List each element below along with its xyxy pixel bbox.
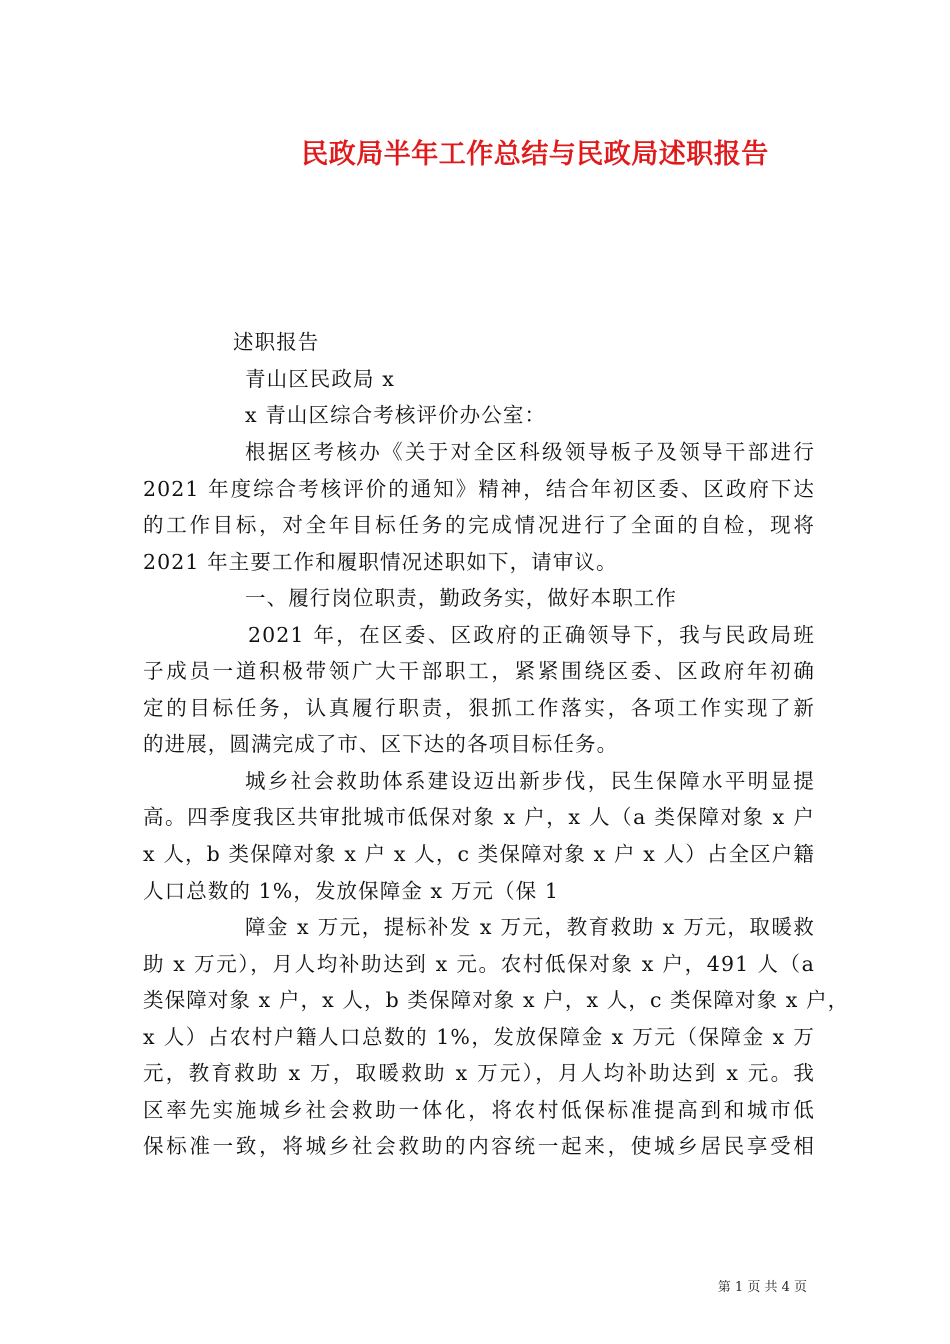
body-line: x 青山区综合考核评价办公室： <box>245 403 547 427</box>
body-line: 保标准一致，将城乡社会救助的内容统一起来，使城乡居民享受相 <box>143 1134 815 1158</box>
body-line: 城乡社会救助体系建设迈出新步伐，民生保障水平明显提 <box>245 769 815 793</box>
body-line: 障金 x 万元，提标补发 x 万元，教育救助 x 万元，取暖救 <box>245 915 815 939</box>
body-line: x 人，b 类保障对象 x 户 x 人，c 类保障对象 x 户 x 人）占全区户籍 <box>143 842 815 866</box>
body-line: 子成员一道积极带领广大干部职工，紧紧围绕区委、区政府年初确 <box>143 659 815 683</box>
body-line: 定的目标任务，认真履行职责，狠抓工作落实，各项工作实现了新 <box>143 696 815 720</box>
body-line: 2021 年主要工作和履职情况述职如下，请审议。 <box>143 550 618 574</box>
document-title: 民政局半年工作总结与民政局述职报告 <box>301 139 769 170</box>
body-line: 的工作目标，对全年目标任务的完成情况进行了全面的自检，现将 <box>143 513 815 537</box>
body-line: 根据区考核办《关于对全区科级领导板子及领导干部进行 <box>245 440 815 464</box>
body-line: 高。四季度我区共审批城市低保对象 x 户，x 人（a 类保障对象 x 户 <box>143 805 815 829</box>
body-line: 青山区民政局 x <box>245 367 395 391</box>
body-line: 2021 年，在区委、区政府的正确领导下，我与民政局班 <box>248 623 815 647</box>
body-line: 2021 年度综合考核评价的通知》精神，结合年初区委、区政府下达 <box>143 477 815 501</box>
body-line: 述职报告 <box>233 330 320 354</box>
page-footer: 第 1 页 共 4 页 <box>717 1280 807 1295</box>
body-line: 人口总数的 1%，发放保障金 x 万元（保 1 <box>143 879 559 903</box>
body-line: 类保障对象 x 户，x 人，b 类保障对象 x 户，x 人，c 类保障对象 x 户， <box>143 988 850 1012</box>
body-line: 的进展，圆满完成了市、区下达的各项目标任务。 <box>143 732 619 756</box>
body-line: 一、履行岗位职责，勤政务实，做好本职工作 <box>245 586 677 610</box>
body-line: 助 x 万元），月人均补助达到 x 元。农村低保对象 x 户，491 人（a <box>143 952 815 976</box>
body-line: 区率先实施城乡社会救助一体化，将农村低保标准提高到和城市低 <box>143 1098 815 1122</box>
body-line: x 人）占农村户籍人口总数的 1%，发放保障金 x 万元（保障金 x 万 <box>143 1025 815 1049</box>
body-line: 元，教育救助 x 万，取暖救助 x 万元），月人均补助达到 x 元。我 <box>143 1061 815 1085</box>
